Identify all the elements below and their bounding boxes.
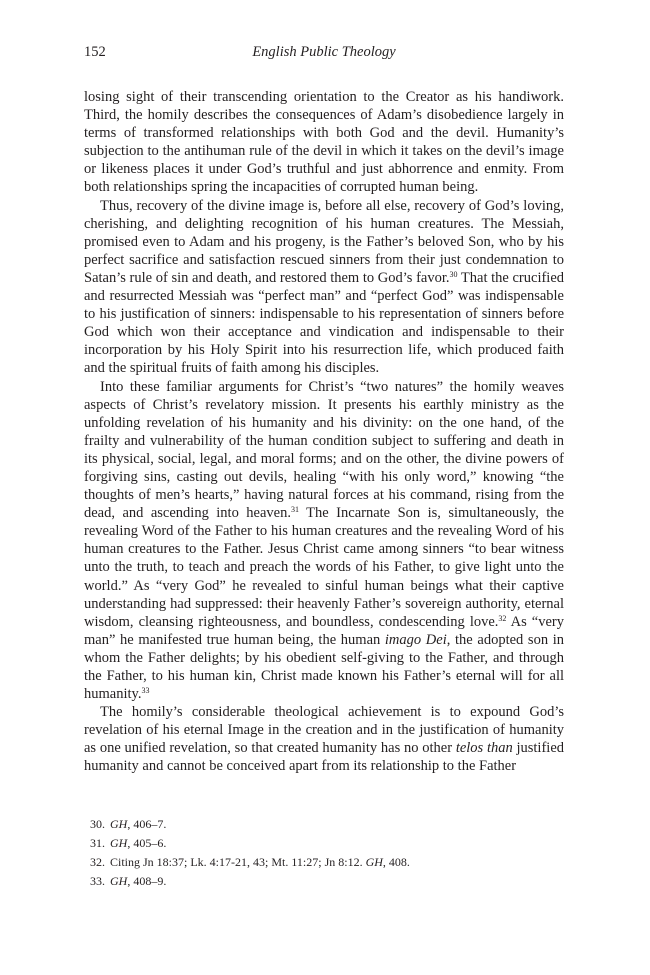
footnote xyxy=(84,872,564,891)
footnote xyxy=(84,853,564,872)
text-run: The Incarnate Son is, simultaneously, the revealing Word of the Father to his human creatures and the revealing Word of his human creatures to the Father. Jesus Christ came among sinners “to bear witness unto the truth, to teach and preach the words of his Father, to give light unto the world.” As “very God” he revealed to sinful human beings what their captive understanding had suppressed: their heavenly Father’s sovereign authority, eternal wisdom, cleansing righteousness, and boundless, condescending love. xyxy=(84,505,564,630)
footnote-number: 31. xyxy=(90,836,105,850)
footnotes xyxy=(84,815,564,891)
footnote-marker: 33 xyxy=(141,686,150,696)
text-run: Thus, recovery of the divine image is, before all else, recovery of God’s loving, cherishing, and delighting recognition of his human creatures. The Messiah, promised even to Adam and his progeny, is the Father’s beloved Son, who by his perfect sacrifice and satisfaction rescued sinners from their just condemnation to Satan’s rule of sin and death, and restored them to God’s favor. xyxy=(84,197,564,286)
page-number: 152 xyxy=(84,44,106,60)
running-head xyxy=(84,44,564,64)
footnote-marker: 32 xyxy=(498,613,507,623)
text-run: , 408. xyxy=(382,855,410,869)
paragraph xyxy=(84,378,564,704)
text-run: That the crucified and resurrected Messiah was “perfect man” and “perfect God” was indispensable to his justification of sinners: indispensable to his representation of sinners before God which won their acceptance and vindication and indispensable to their incorporation by his Holy Spirit into his resurrection life, which produced faith and the spiritual fruits of faith among his disciples. xyxy=(84,269,565,377)
text-run: The homily’s considerable theological achievement is to expound God’s revelation of his eternal Image in the creation and in the justification of humanity as one unified revelation, so that created humanity has no other xyxy=(84,704,564,757)
footnote xyxy=(84,815,564,834)
paragraph xyxy=(84,197,564,378)
footnote-number: 32. xyxy=(90,855,105,869)
italic-text: telos than xyxy=(455,740,513,757)
text-run: , 408–9. xyxy=(127,874,167,888)
running-title: English Public Theology xyxy=(252,44,396,60)
text-run: , 405–6. xyxy=(127,836,167,850)
footnote xyxy=(84,834,564,853)
paragraph xyxy=(84,703,564,775)
footnote-marker: 31 xyxy=(290,505,299,515)
italic-text: GH xyxy=(110,817,128,831)
footnote-number: 33. xyxy=(90,874,105,888)
body-text xyxy=(84,88,564,776)
text-run: Into these familiar arguments for Christ’s “two natures” the homily weaves aspects of Christ’s revelatory mission. It presents his earthly ministry as the unfolding revelation of his humanity and his divinity: on the one hand, of the frailty and vulnerability of the human condition subject to suffering and death in its physical, social, legal, and moral forms; and on the other, the divine powers of forgiving sins, casting out devils, healing “with his only word,” knowing “the thoughts of men’s hearts,” having natural forces at his command, rising from the dead, and ascending into heaven. xyxy=(84,378,564,522)
text-run: Citing Jn 18:37; Lk. 4:17-21, 43; Mt. 11:27; Jn 8:12. xyxy=(110,855,366,869)
footnote-number: 30. xyxy=(90,817,105,831)
italic-text: GH xyxy=(110,836,128,850)
text-run: , the adopted son in whom the Father delights; by his obedient self-giving to the Father, and through the Father, to his human kin, Christ made known his Father’s eternal will for all humanity. xyxy=(84,631,564,703)
text-run: justified humanity and cannot be conceived apart from its relationship to the Father xyxy=(84,740,565,775)
footnote-marker: 30 xyxy=(449,269,458,279)
italic-text: GH xyxy=(110,874,128,888)
italic-text: GH xyxy=(365,855,383,869)
italic-text: imago Dei xyxy=(384,631,447,648)
paragraph xyxy=(84,88,564,197)
text-run: As “very man” he manifested true human being, the human xyxy=(84,613,564,648)
text-run: losing sight of their transcending orientation to the Creator as his handiwork. Third, the homily describes the consequences of Adam’s disobedience largely in terms of transformed relationships with both God and the devil. Humanity’s subjection to the antihuman rule of the devil in which it takes on the devil’s image or likeness places it under God’s truthful and just abhorrence and enmity. From both relationships spring the incapacities of corrupted human being. xyxy=(84,89,564,196)
text-run: , 406–7. xyxy=(127,817,167,831)
